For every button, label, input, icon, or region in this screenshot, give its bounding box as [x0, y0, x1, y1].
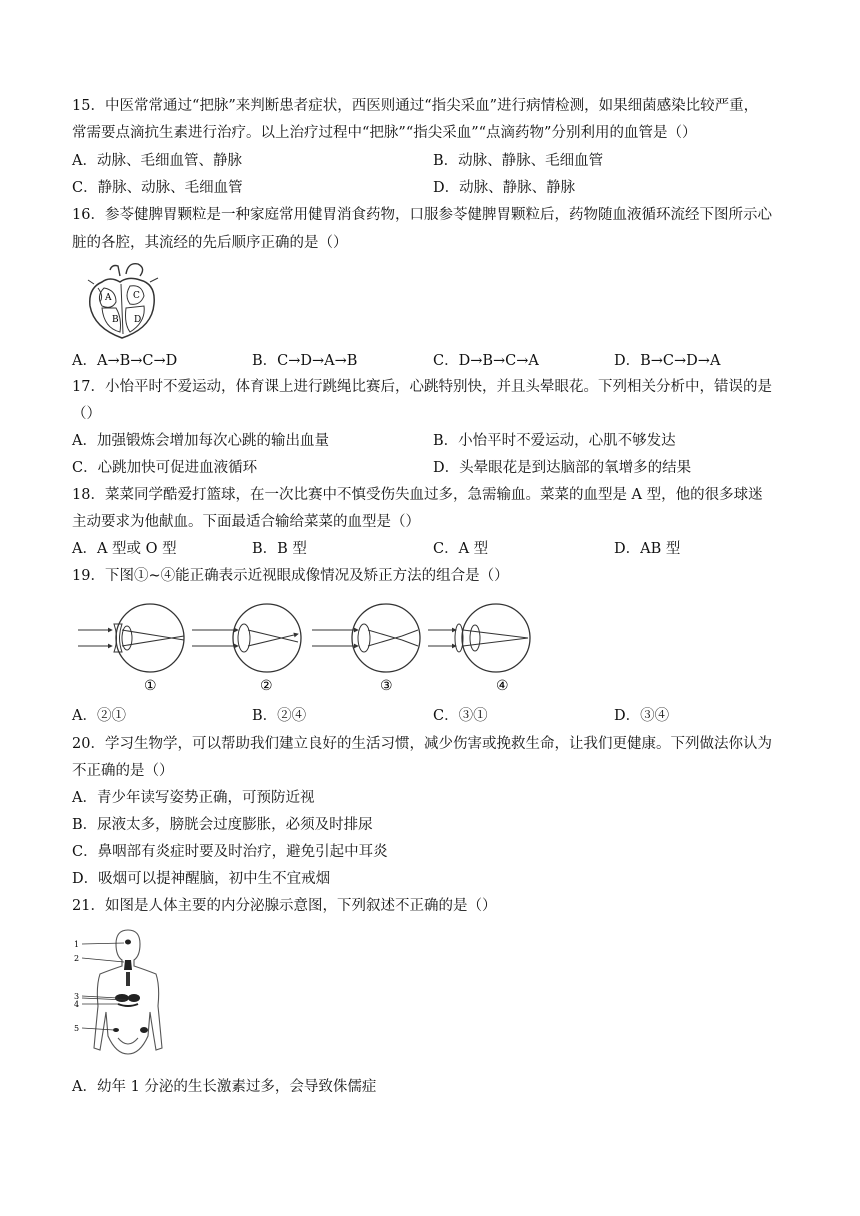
endocrine-diagram	[70, 926, 166, 1064]
q16-stem-line1: 16．参苓健脾胃颗粒是一种家庭常用健胃消食药物，口服参苓健脾胃颗粒后，药物随血液循环流经下图所示心	[72, 207, 772, 223]
eye-label-2: ②	[260, 678, 273, 694]
q17-option-d: D．头晕眼花是到达脑部的氧增多的结果	[433, 460, 692, 476]
gland-label-3: 3	[74, 992, 80, 1001]
q18-option-d: D．AB 型	[614, 541, 681, 557]
q18-option-a: A．A 型或 O 型	[72, 541, 177, 557]
q18-stem-line2: 主动要求为他献血。下面最适合输给菜菜的血型是（）	[72, 514, 420, 530]
heart-label-c: C	[133, 291, 140, 301]
heart-diagram	[80, 262, 170, 342]
eye-diagram-1	[78, 604, 184, 672]
eye-label-1: ①	[144, 678, 157, 694]
q21-option-a: A．幼年 1 分泌的生长激素过多，会导致侏儒症	[72, 1079, 377, 1095]
eye-label-3: ③	[380, 678, 393, 694]
gland-label-5: 5	[74, 1024, 80, 1033]
q16-option-d: D．B→C→D→A	[614, 353, 721, 369]
q18-option-c: C．A 型	[433, 541, 489, 557]
heart-label-d: D	[134, 315, 142, 325]
gland-label-1: 1	[74, 940, 80, 949]
q20-option-c: C．鼻咽部有炎症时要及时治疗，避免引起中耳炎	[72, 844, 388, 860]
q19-option-a: A．②①	[72, 708, 126, 724]
q16-option-a: A．A→B→C→D	[72, 353, 178, 369]
eye-label-4: ④	[496, 678, 509, 694]
q17-option-c: C．心跳加快可促进血液循环	[72, 460, 258, 476]
q21-stem-line1: 21．如图是人体主要的内分泌腺示意图，下列叙述不正确的是（）	[72, 898, 497, 914]
q15-stem-line1: 15．中医常常通过“把脉”来判断患者症状，西医则通过“指尖采血”进行病情检测，如果细菌感染比较严重，	[72, 98, 759, 114]
q15-stem-line2: 常需要点滴抗生素进行治疗。以上治疗过程中“把脉”“指尖采血”“点滴药物”分别利用的血管是（）	[72, 125, 697, 141]
gland-label-4: 4	[74, 1000, 80, 1009]
q17-option-b: B．小怡平时不爱运动，心肌不够发达	[433, 433, 676, 449]
eye-diagram-2	[192, 604, 301, 672]
q17-option-a: A．加强锻炼会增加每次心跳的输出血量	[72, 433, 329, 449]
q19-option-d: D．③④	[614, 708, 670, 724]
q15-option-c: C．静脉、动脉、毛细血管	[72, 180, 243, 196]
q18-option-b: B．B 型	[252, 541, 307, 557]
eye-diagram-3	[312, 604, 420, 672]
heart-label-a: A	[105, 293, 112, 303]
q17-stem-line2: （）	[72, 406, 101, 422]
q20-stem-line1: 20．学习生物学，可以帮助我们建立良好的生活习惯，减少伤害或挽救生命，让我们更健康。下列做法你认为	[72, 736, 772, 752]
q15-option-a: A．动脉、毛细血管、静脉	[72, 153, 242, 169]
q18-stem-line1: 18．菜菜同学酷爱打篮球，在一次比赛中不慎受伤失血过多，急需输血。菜菜的血型是 A 型，他的很多球迷	[72, 487, 763, 503]
q15-option-b: B．动脉、静脉、毛细血管	[433, 153, 604, 169]
gland-label-2: 2	[74, 954, 80, 963]
q16-stem-line2: 脏的各腔，其流经的先后顺序正确的是（）	[72, 235, 348, 251]
eye-diagram-4	[428, 604, 530, 672]
q20-option-d: D．吸烟可以提神醒脑，初中生不宜戒烟	[72, 871, 331, 887]
q16-option-c: C．D→B→C→A	[433, 353, 539, 369]
q20-stem-line2: 不正确的是（）	[72, 763, 174, 779]
heart-label-b: B	[112, 315, 119, 325]
q19-option-b: B．②④	[252, 708, 307, 724]
q19-stem-line1: 19．下图①~④能正确表示近视眼成像情况及矫正方法的组合是（）	[72, 568, 509, 584]
q17-stem-line1: 17．小怡平时不爱运动，体育课上进行跳绳比赛后，心跳特别快，并且头晕眼花。下列相关分析中，错误的是	[72, 379, 772, 395]
q20-option-b: B．尿液太多，膀胱会过度膨胀，必须及时排尿	[72, 817, 373, 833]
q15-option-d: D．动脉、静脉、静脉	[433, 180, 576, 196]
q16-option-b: B．C→D→A→B	[252, 353, 358, 369]
q20-option-a: A．青少年读写姿势正确，可预防近视	[72, 790, 315, 806]
q19-option-c: C．③①	[433, 708, 488, 724]
eye-diagrams	[72, 598, 532, 696]
